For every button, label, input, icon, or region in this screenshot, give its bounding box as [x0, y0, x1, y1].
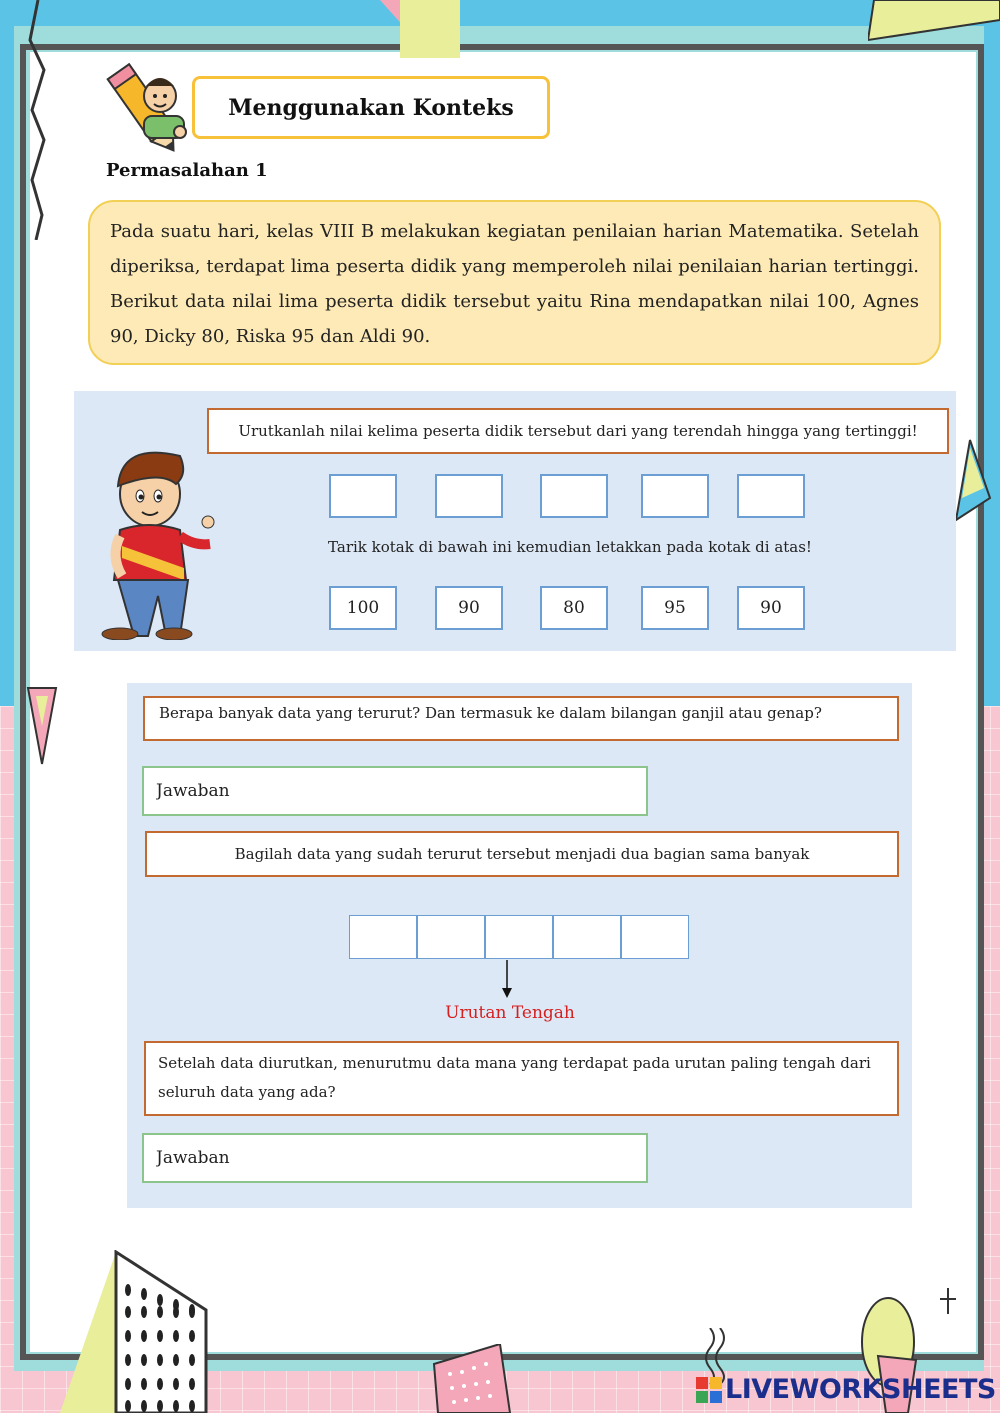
- drag-tile-1[interactable]: 100: [329, 586, 397, 630]
- drop-slot-4[interactable]: [641, 474, 709, 518]
- boy-character-illustration: [94, 436, 216, 640]
- page-title: Menggunakan Konteks: [192, 76, 550, 139]
- drag-instruction: Tarik kotak di bawah ini kemudian letakkan pada kotak di atas!: [328, 538, 812, 556]
- blue-triangle-right-decoration: [952, 438, 992, 524]
- sort-question: Urutkanlah nilai kelima peserta didik tersebut dari yang terendah hingga yang tertinggi!: [207, 408, 949, 454]
- drag-tile-5[interactable]: 90: [737, 586, 805, 630]
- middle-question: Setelah data diurutkan, menurutmu data mana yang terdapat pada urutan paling tengah dari seluruh data yang ada?: [144, 1041, 899, 1116]
- plus-icon: [938, 1288, 958, 1314]
- pink-dotted-prism-decoration: [430, 1344, 512, 1413]
- median-cell-2[interactable]: [417, 915, 485, 959]
- drag-tile-2[interactable]: 90: [435, 586, 503, 630]
- middle-answer-input[interactable]: [142, 1133, 648, 1183]
- brand-text: LIVEWORKSHEETS: [725, 1374, 996, 1405]
- pink-triangle-left-decoration: [26, 686, 58, 768]
- median-cell-5[interactable]: [621, 915, 689, 959]
- pencil-mascot-icon: [94, 60, 198, 156]
- split-question: Bagilah data yang sudah terurut tersebut menjadi dua bagian sama banyak: [145, 831, 899, 877]
- zigzag-left-decoration: [26, 0, 50, 240]
- count-question: Berapa banyak data yang terurut? Dan termasuk ke dalam bilangan ganjil atau genap?: [143, 696, 899, 741]
- drag-tile-3[interactable]: 80: [540, 586, 608, 630]
- liveworksheets-brand: [696, 1374, 996, 1405]
- drop-slot-3[interactable]: [540, 474, 608, 518]
- median-cell-3[interactable]: [485, 915, 553, 959]
- drop-slot-1[interactable]: [329, 474, 397, 518]
- liveworksheets-logo-icon: [696, 1377, 722, 1403]
- median-cell-4[interactable]: [553, 915, 621, 959]
- middle-order-label: Urutan Tengah: [445, 1003, 575, 1023]
- yellow-shape-top-right-decoration: [868, 0, 1000, 44]
- drag-tile-4[interactable]: 95: [641, 586, 709, 630]
- pink-triangle-top-decoration: [380, 0, 480, 60]
- drop-slot-5[interactable]: [737, 474, 805, 518]
- problem-heading: Permasalahan 1: [106, 160, 268, 181]
- drop-slot-2[interactable]: [435, 474, 503, 518]
- median-cell-1[interactable]: [349, 915, 417, 959]
- problem-story-text: Pada suatu hari, kelas VIII B melakukan kegiatan penilaian harian Matematika. Setelah diperiksa, terdapat lima peserta didik yang memperoleh nilai penilaian harian tertinggi. Berikut data nilai lima peserta didik tersebut yaitu Rina mendapatkan nilai 100, Agnes 90, Dicky 80, Riska 95 dan Aldi 90.: [88, 200, 941, 365]
- dotted-triangle-decoration: [60, 1250, 210, 1413]
- count-answer-input[interactable]: [142, 766, 648, 816]
- down-arrow-icon: [500, 960, 514, 998]
